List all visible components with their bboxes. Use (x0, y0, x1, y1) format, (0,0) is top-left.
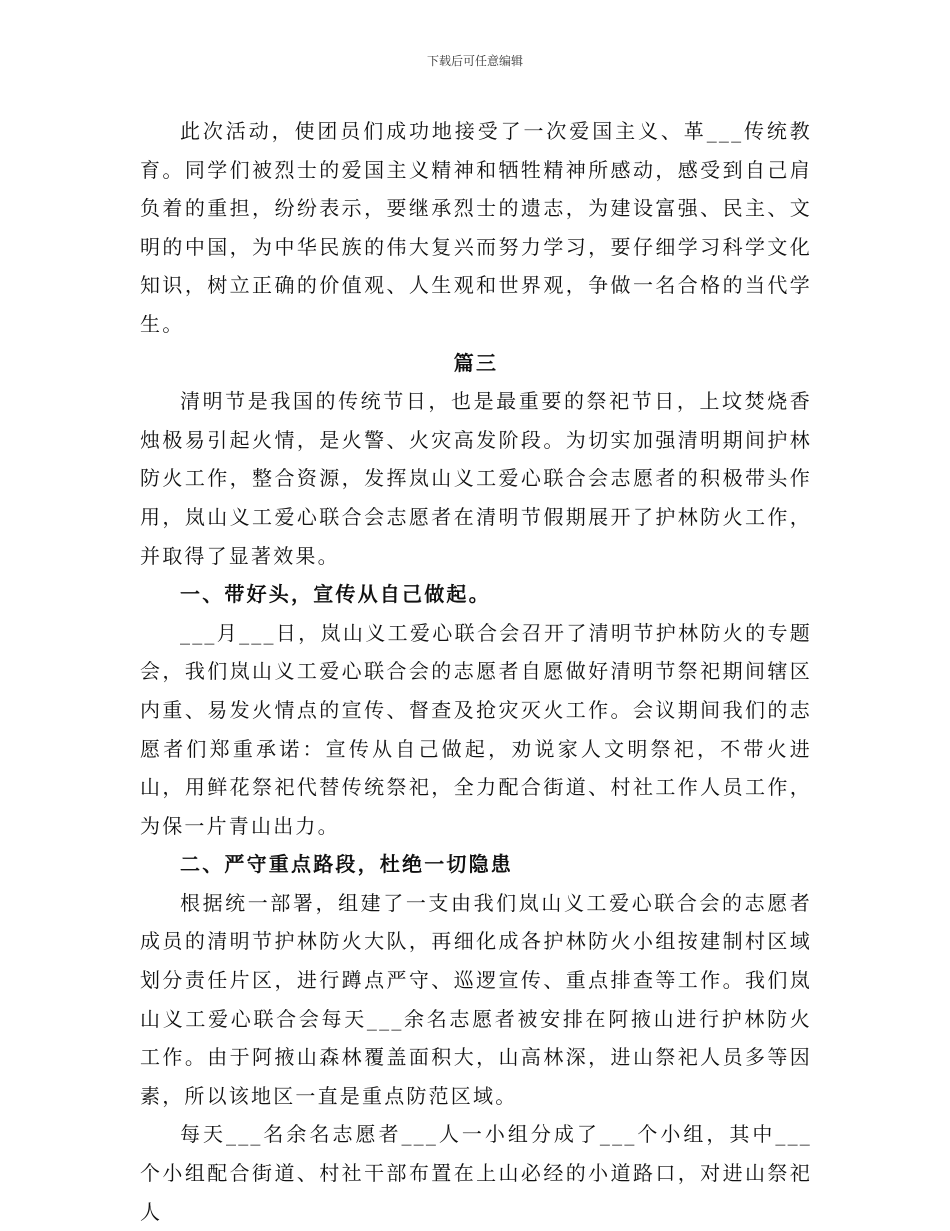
paragraph: ___月___日，岚山义工爱心联合会召开了清明节护林防火的专题会，我们岚山义工爱心联合会的志愿者自愿做好清明节祭祀期间辖区内重、易发火情点的宣传、督查及抢灾灭火工作。会议期间我们的志愿者们郑重承诺：宣传从自己做起，劝说家人文明祭祀，不带火进山，用鲜花祭祀代替传统祭祀，全力配合街道、村社工作人员工作，为保一片青山出力。 (140, 620, 812, 838)
paragraph: 每天___名余名志愿者___人一小组分成了___个小组，其中___个小组配合街道、村社干部布置在上山必经的小道路口，对进山祭祀人 (140, 1122, 812, 1224)
paragraph: 此次活动，使团员们成功地接受了一次爱国主义、革___传统教育。同学们被烈士的爱国主义精神和牺牲精神所感动，感受到自己肩负着的重担，纷纷表示，要继承烈士的遗志，为建设富强、民主、文明的中国，为中华民族的伟大复兴而努力学习，要仔细学习科学文化知识，树立正确的价值观、人生观和世界观，争做一名合格的当代学生。 (140, 119, 812, 336)
paragraph: 清明节是我国的传统节日，也是最重要的祭祀节日，上坟焚烧香烛极易引起火情，是火警、火灾高发阶段。为切实加强清明期间护林防火工作，整合资源，发挥岚山义工爱心联合会志愿者的积极带头作用，岚山义工爱心联合会志愿者在清明节假期展开了护林防火工作，并取得了显著效果。 (140, 389, 812, 568)
paragraph: 根据统一部署，组建了一支由我们岚山义工爱心联合会的志愿者成员的清明节护林防火大队，再细化成各护林防火小组按建制村区域划分责任片区，进行蹲点严守、巡逻宣传、重点排查等工作。我们岚山义工爱心联合会每天___余名志愿者被安排在阿掖山进行护林防火工作。由于阿掖山森林覆盖面积大，山高林深，进山祭祀人员多等因素，所以该地区一直是重点防范区域。 (140, 890, 812, 1108)
section-heading: 二、严守重点路段，杜绝一切隐患 (180, 852, 513, 877)
document-body (140, 112, 812, 1231)
section-heading: 一、带好头，宣传从自己做起。 (180, 582, 491, 607)
section-title: 篇三 (453, 350, 499, 375)
page-header: 下载后可任意编辑 (426, 54, 523, 68)
